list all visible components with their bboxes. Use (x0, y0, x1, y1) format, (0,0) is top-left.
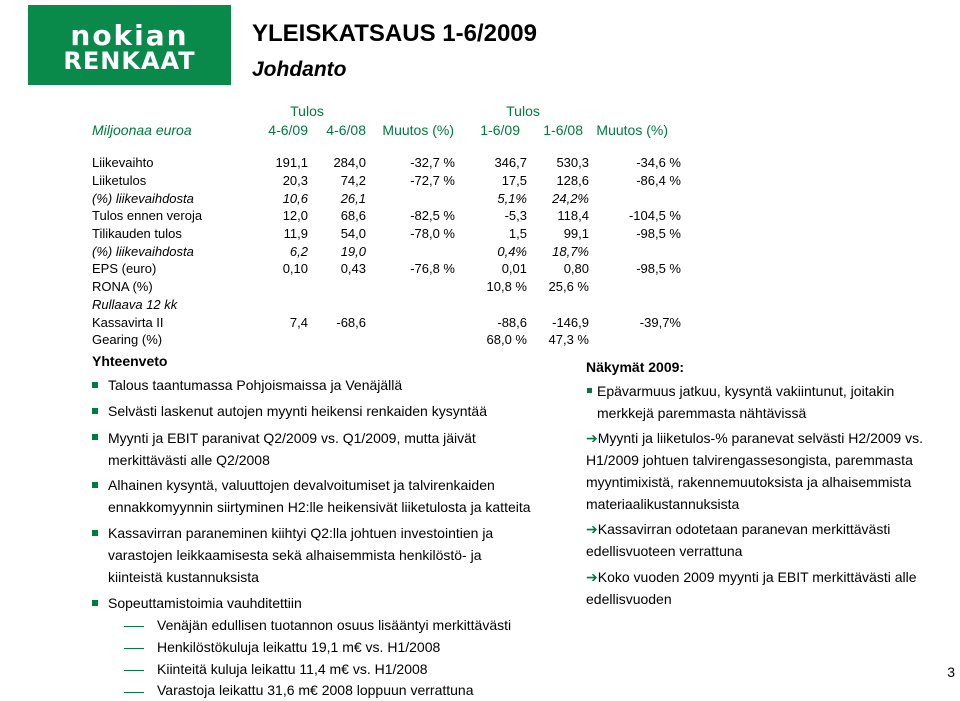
table-cell: -72,7 % (410, 173, 455, 189)
table-row (92, 154, 681, 172)
table-cell (455, 296, 527, 314)
table-cell: 18,7% (552, 243, 589, 259)
table-cell: 0,80 (563, 261, 589, 277)
table-cell: 5,1% (497, 190, 527, 206)
table-cell (589, 278, 681, 296)
col-header-1: 4-6/09 (268, 122, 308, 138)
outlook-item-2: ➔Kassavirran odotetaan paranevan merkittävästi edellisvuoteen verrattuna (586, 521, 891, 559)
table-cell (366, 313, 455, 331)
row-label: Gearing (%) (92, 332, 163, 348)
bullet-marker (92, 408, 98, 414)
table-cell: 6,2 (289, 243, 308, 259)
table-cell: 74,2 (340, 173, 366, 189)
sub-bullet-dash (124, 692, 144, 693)
table-cell: -34,6 % (636, 155, 681, 171)
table-cell: 10,8 % (486, 279, 527, 295)
table-cell (366, 189, 455, 207)
table-cell (589, 189, 681, 207)
table-row (92, 313, 681, 331)
table-cell (244, 278, 308, 296)
table-cell: 128,6 (556, 173, 589, 189)
table-cell (366, 242, 455, 260)
row-label: RONA (%) (92, 279, 153, 295)
table-row (92, 331, 681, 349)
bullet-marker (92, 600, 98, 606)
row-label: Liikevaihto (92, 155, 154, 171)
table-cell: 11,9 (283, 226, 308, 242)
table-row (92, 225, 681, 243)
table-cell: 68,0 % (486, 332, 527, 348)
table-row (92, 207, 681, 225)
table-row (92, 172, 681, 190)
nokian-renkaat-logo (28, 5, 231, 85)
table-cell: 7,4 (289, 314, 308, 330)
table-cell: -98,5 % (636, 226, 681, 242)
sub-bullet-3: Kiinteitä kuluja leikattu 11,4 m€ vs. H1/2008 (157, 661, 428, 677)
sub-bullet-2: Henkilöstökuluja leikattu 19,1 m€ vs. H1/2008 (157, 639, 441, 655)
summary-bullet-5: Kassavirran paraneminen kiihtyi Q2:lla johtuen investointien ja varastojen leikkaamisesta sekä alhaisemmista henkilöstö- ja kiinteistä kustannuksista (108, 525, 494, 585)
table-cell: 12,0 (282, 208, 308, 224)
sub-bullet-dash (124, 670, 144, 671)
col-header-3: Muutos (%) (382, 122, 454, 138)
summary-heading: Yhteenveto (92, 353, 168, 369)
table-cell: -5,3 (504, 208, 527, 224)
table-cell: 10,6 (282, 190, 308, 206)
table-cell: 0,01 (501, 261, 527, 277)
table-cell: -88,6 (497, 314, 527, 330)
table-cell (308, 331, 366, 349)
group-header-halfyear: Tulos (506, 103, 540, 119)
row-label: Rullaava 12 kk (92, 296, 178, 312)
table-cell: 346,7 (494, 155, 527, 171)
table-row (92, 189, 681, 207)
sub-bullet-4: Varastoja leikattu 31,6 m€ 2008 loppuun verrattuna (157, 682, 474, 698)
summary-bullet-6: Sopeuttamistoimia vauhditettiin (108, 595, 302, 611)
logo-line-1: nokian (70, 19, 189, 52)
outlook-item-3: ➔Koko vuoden 2009 myynti ja EBIT merkittävästi alle edellisvuoden (586, 569, 917, 607)
col-header-2: 4-6/08 (326, 122, 366, 138)
row-label: Tilikauden tulos (92, 226, 182, 242)
table-cell: 19,0 (340, 243, 366, 259)
table-cell (244, 331, 308, 349)
table-cell: 47,3 % (548, 332, 589, 348)
table-cell: 284,0 (333, 155, 366, 171)
table-cell: 20,3 (282, 173, 308, 189)
bullet-marker (92, 530, 98, 536)
table-cell: 17,5 (501, 173, 527, 189)
table-cell: -98,5 % (636, 261, 681, 277)
slide-subtitle: Johdanto (252, 58, 347, 81)
sub-bullet-dash (124, 648, 144, 649)
outlook-heading: Näkymät 2009: (586, 359, 685, 375)
row-label: Tulos ennen veroja (92, 208, 203, 224)
table-cell (308, 278, 366, 296)
row-label: (%) liikevaihdosta (92, 243, 194, 259)
table-row (92, 278, 681, 296)
logo-line-2: RENKAAT (63, 47, 196, 75)
table-cell (244, 296, 308, 314)
bullet-marker (92, 482, 98, 488)
table-cell: 26,1 (340, 190, 366, 206)
sub-bullet-dash (124, 626, 144, 627)
table-cell: -76,8 % (410, 261, 455, 277)
table-cell: -32,7 % (410, 155, 455, 171)
col-header-4: 1-6/09 (480, 122, 520, 138)
col-header-5: 1-6/08 (543, 122, 583, 138)
group-header-quarter: Tulos (290, 103, 324, 119)
table-cell (366, 331, 455, 349)
table-cell: 530,3 (556, 155, 589, 171)
bullet-marker (92, 434, 98, 440)
table-cell: -82,5 % (410, 208, 455, 224)
summary-bullet-2: Selvästi laskenut autojen myynti heikensi renkaiden kysyntää (108, 403, 487, 419)
table-cell: 0,10 (282, 261, 308, 277)
table-row (92, 260, 681, 278)
col-header-6: Muutos (%) (596, 122, 668, 138)
table-row (92, 296, 681, 314)
arrow-right-icon: ➔ (586, 521, 598, 537)
row-label: (%) liikevaihdosta (92, 190, 194, 206)
table-cell (527, 296, 589, 314)
table-cell: 54,0 (340, 226, 366, 242)
arrow-right-icon: ➔ (586, 569, 598, 585)
table-cell (589, 296, 681, 314)
unit-label: Miljoonaa euroa (92, 122, 192, 138)
table-cell: 118,4 (557, 208, 589, 224)
financial-table (92, 154, 681, 349)
bullet-marker (587, 388, 592, 393)
table-cell (366, 296, 455, 314)
summary-bullet-1: Talous taantumassa Pohjoismaissa ja Venäjällä (108, 377, 403, 393)
table-cell: 1,5 (508, 226, 527, 242)
table-cell: 25,6 % (548, 279, 589, 295)
table-cell (366, 278, 455, 296)
sub-bullet-1: Venäjän edullisen tuotannon osuus lisääntyi merkittävästi (157, 617, 512, 633)
table-cell: -104,5 % (628, 208, 681, 224)
table-cell (589, 242, 681, 260)
table-cell: 68,6 (340, 208, 366, 224)
table-cell: -39,7% (639, 314, 681, 330)
outlook-bullet: Epävarmuus jatkuu, kysyntä vakiintunut, joitakin merkkejä paremmasta nähtävissä (597, 383, 895, 421)
table-cell (308, 296, 366, 314)
summary-bullet-3: Myynti ja EBIT paranivat Q2/2009 vs. Q1/2009, mutta jäivät merkittävästi alle Q2/2008 (108, 430, 476, 468)
table-cell: -68,6 (336, 314, 366, 330)
page-number: 3 (947, 664, 955, 680)
table-cell: -86,4 % (636, 173, 681, 189)
row-label: EPS (euro) (92, 261, 157, 277)
outlook-item-1: ➔Myynti ja liiketulos-% paranevat selvästi H2/2009 vs. H1/2009 johtuen talvirengassesongista, paremmasta myyntimixistä, rakennemuutoksista ja alhaisemmista materiaalikustannuksista (586, 430, 923, 512)
table-row (92, 242, 681, 260)
table-cell (589, 331, 681, 349)
row-label: Kassavirta II (92, 314, 164, 330)
table-cell: 191,1 (275, 155, 308, 171)
arrow-right-icon: ➔ (586, 430, 598, 446)
table-cell: 24,2% (552, 190, 589, 206)
table-cell: 0,43 (340, 261, 366, 277)
table-cell: 99,1 (563, 226, 589, 242)
table-cell: 0,4% (497, 243, 527, 259)
summary-bullet-4: Alhainen kysyntä, valuuttojen devalvoitumiset ja talvirenkaiden ennakkomyynnin siirtyminen H2:lle heikensivät liiketulosta ja katteita (108, 477, 531, 515)
table-cell: -78,0 % (410, 226, 455, 242)
slide-title: YLEISKATSAUS 1-6/2009 (252, 20, 537, 47)
row-label: Liiketulos (92, 173, 147, 189)
table-cell: -146,9 (552, 314, 589, 330)
bullet-marker (92, 382, 98, 388)
